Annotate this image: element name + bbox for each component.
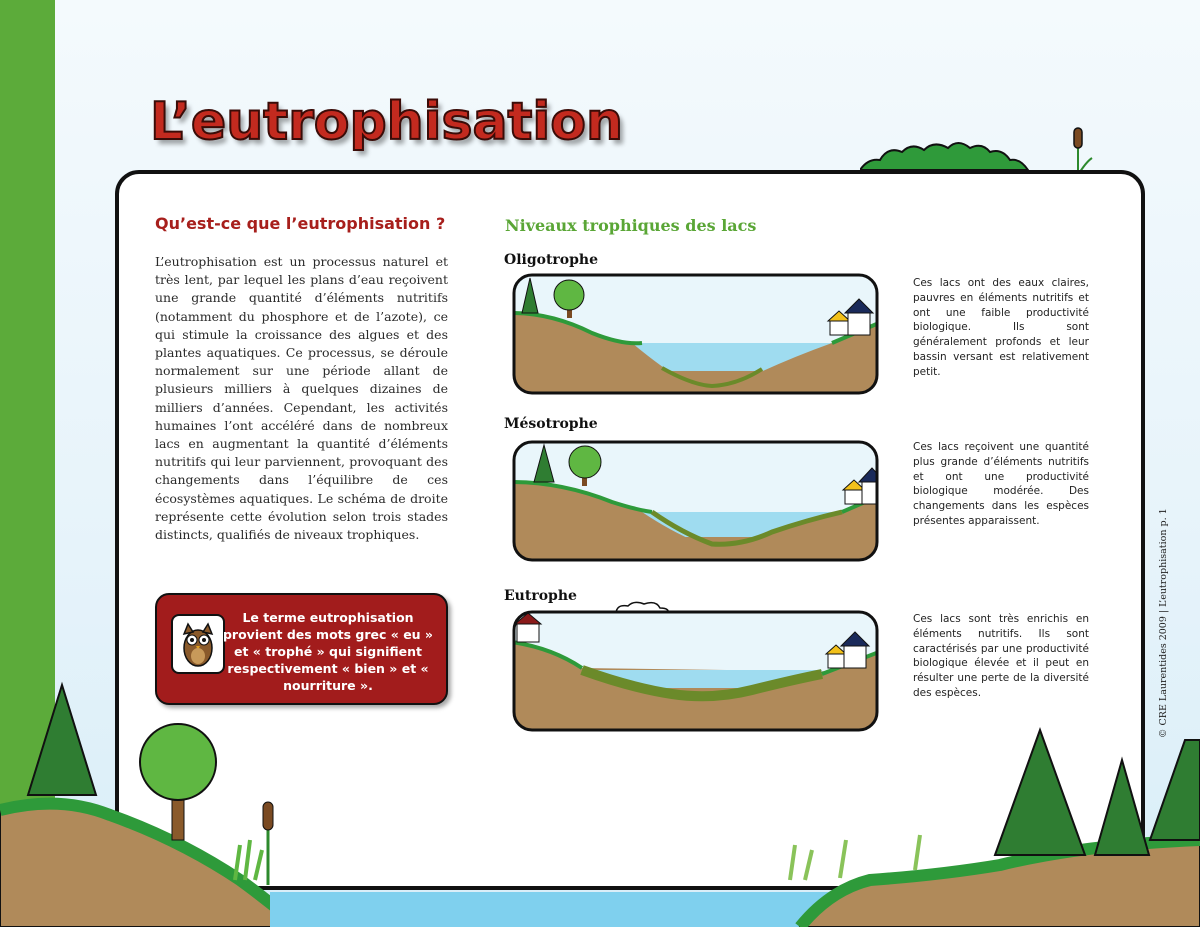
callout-text: Le terme eutrophisation provient des mots grec « eu » et « trophé » qui signifient respectivement « bien » et « nourriture ».	[222, 610, 434, 693]
description-mesotrophe: Ces lacs reçoivent une quantité plus grande d’éléments nutritifs et ont une productivité biologique modérée. Des changements dans les espèces présentes apparaissent.	[913, 441, 1089, 527]
level-label-mesotrophe: Mésotrophe	[504, 416, 598, 432]
description-oligotrophe: Ces lacs ont des eaux claires, pauvres en éléments nutritifs et ont une faible productivité biologique. Ils sont généralement profonds et leur bassin versant est relativement petit.	[913, 277, 1089, 378]
question-heading: Qu’est-ce que l’eutrophisation ?	[155, 214, 446, 233]
levels-heading: Niveaux trophiques des lacs	[505, 216, 757, 235]
lake-diagram-oligotrophe	[512, 273, 879, 395]
description-eutrophe: Ces lacs sont très enrichis en éléments nutritifs. Ils sont caractérisés par une productivité biologique élevée et il peut en résulter une perte de la diversité des espèces.	[913, 613, 1089, 699]
copyright-footer: © CRE Laurentides 2009 | L’eutrophisation p. 1	[1158, 508, 1169, 738]
level-label-oligotrophe: Oligotrophe	[504, 252, 599, 268]
page-title: L’eutrophisation	[150, 92, 623, 152]
lake-diagram-mesotrophe	[512, 440, 879, 562]
landscape-illustration	[0, 640, 1200, 927]
intro-paragraph: L’eutrophisation est un processus naturel et très lent, par lequel les plans d’eau reçoivent une grande quantité d’éléments nutritifs (notamment du phosphore et de l’azote), ce qui stimule la croissance des algues et des plantes aquatiques. Ce processus, se déroule normalement sur une période allant de plusieurs milliers à quelques dizaines de milliers d’années. Cependant, les activités humaines l’ont accéléré dans de nombreux lacs en augmentant la quantité d’éléments nutritifs qui leur parviennent, provoquant des changements dans l’équilibre de ces écosystèmes aquatiques. Le schéma de droite représente cette évolution selon trois stades distincts, qualifiés de niveaux trophiques.	[155, 254, 448, 543]
level-label-eutrophe: Eutrophe	[504, 588, 577, 604]
bushes-illustration	[860, 120, 1060, 175]
